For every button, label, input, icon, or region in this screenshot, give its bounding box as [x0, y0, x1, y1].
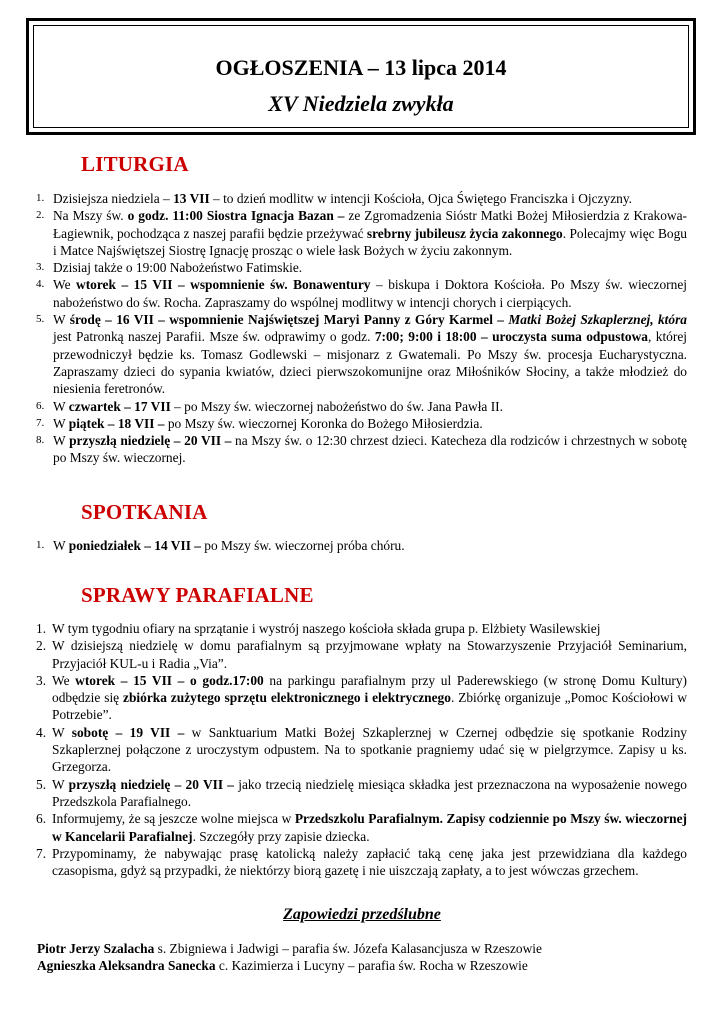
- list-item: 2. Na Mszy św. o godz. 11:00 Siostra Ignacja Bazan – ze Zgromadzenia Sióstr Matki Bożej Miłosierdzia z Krakowa-Łagiewnik, pochodząca z naszej parafii będzie przeżywać srebrny jubileusz życia zakonnego. Polecajmy więc Bogu i Matce Najświętszej Siostrę Ignację prosząc o wiele łask Bożych w życiu zakonnym.: [36, 208, 687, 258]
- item-number: 1.: [36, 192, 45, 204]
- person-details: c. Kazimierza i Lucyny – parafia św. Rocha w Rzeszowie: [215, 958, 528, 973]
- item-number: 2.: [36, 638, 47, 654]
- sprawy-list: [36, 620, 687, 879]
- list-item: 1. Dzisiejsza niedziela – 13 VII – to dzień modlitw w intencji Kościoła, Ojca Świętego Franciszka i Ojczyzny.: [36, 191, 633, 206]
- header-frame: [26, 18, 696, 135]
- zapowiedzi-entry: [37, 957, 697, 974]
- list-item: 6. W czwartek – 17 VII – po Mszy św. wieczornej nabożeństwo do św. Jana Pawła II.: [36, 398, 503, 414]
- spotkania-heading: SPOTKANIA: [81, 500, 208, 524]
- page-subtitle: XV Niedziela zwykła: [268, 91, 454, 116]
- item-number: 4.: [36, 724, 47, 740]
- list-item: 4. W sobotę – 19 VII – w Sanktuarium Matki Bożej Szkaplerznej w Czernej odbędzie się spotkanie Rodziny Szkaplerznej połączone z uroczystym odpustem. Na to spotkanie pragniemy udać się w pielgrzymce. Zapisy u ks. Grzegorza.: [36, 724, 687, 775]
- page-title: OGŁOSZENIA – 13 lipca 2014: [215, 55, 507, 80]
- item-number: 1.: [36, 621, 47, 636]
- list-item: 8. W przyszłą niedzielę – 20 VII – na Mszy św. o 12:30 chrzest dzieci. Katecheza dla rodziców i chrzestnych w sobotę po Mszy św. wieczornej.: [36, 433, 687, 466]
- item-number: 6.: [36, 811, 47, 827]
- item-number: 5.: [36, 313, 45, 326]
- zapowiedzi-entry: [37, 940, 697, 957]
- list-item: 3. Dzisiaj także o 19:00 Nabożeństwo Fatimskie.: [36, 260, 303, 276]
- item-number: 6.: [36, 399, 45, 412]
- list-item: 5. W przyszłą niedzielę – 20 VII – jako trzecią niedzielę miesiąca składka jest przeznaczona na wyposażenie nowego Przedszkola Parafialnego.: [36, 776, 687, 809]
- item-number: 7.: [36, 845, 47, 861]
- item-number: 5.: [36, 776, 47, 792]
- spotkania-list: [36, 537, 687, 554]
- liturgia-heading: LITURGIA: [81, 152, 189, 176]
- person-name: Piotr Jerzy Szalacha: [37, 941, 155, 956]
- liturgia-list: [36, 190, 687, 467]
- zapowiedzi-heading: Zapowiedzi przedślubne: [283, 906, 441, 923]
- list-item: 5. W środę – 16 VII – wspomnienie Najświętszej Maryi Panny z Góry Karmel – Matki Bożej Szkaplerznej, która jest Patronką naszej Parafii. Msze św. odprawimy o godz. 7:00; 9:00 i 18:00 – uroczysta suma odpustowa, której przewodniczył będzie ks. Tomasz Godlewski – misjonarz z Gwatemali. Po Mszy św. procesja Eucharystyczna. Zapraszamy dzieci do sypania kwiatów, dzieci pierwszokomunijne oraz Miłośników Słociny, a także młodzież do niesienia feretronów.: [36, 312, 688, 397]
- item-number: 8.: [36, 434, 45, 447]
- list-item: 1. W tym tygodniu ofiary na sprzątanie i wystrój naszego kościoła składa grupa p. Elżbiety Wasilewskiej: [36, 621, 601, 636]
- list-item: 4. We wtorek – 15 VII – wspomnienie św. Bonawentury – biskupa i Doktora Kościoła. Po Mszy św. wieczornej nabożeństwo do św. Rocha. Zapraszamy do wspólnej modlitwy w intencji chorych i cierpiących.: [36, 277, 688, 310]
- item-number: 7.: [36, 416, 45, 429]
- list-item: 2. W dzisiejszą niedzielę w domu parafialnym są przyjmowane wpłaty na Stowarzyszenie Przyjaciół Seminarium, Przyjaciół KUL-u i Radia „Via”.: [36, 638, 687, 671]
- item-number: 3.: [36, 261, 45, 274]
- list-item: 3. We wtorek – 15 VII – o godz.17:00 na parkingu parafialnym przy ul Paderewskiego (w stronę Domu Kultury) odbędzie się zbiórka zużytego sprzętu elektronicznego i elektrycznego. Zbiórkę organizuje „Pomoc Kościołowi w Potrzebie”.: [36, 672, 688, 723]
- item-number: 1.: [36, 539, 45, 551]
- item-number: 3.: [36, 672, 47, 688]
- list-item: 1. W poniedziałek – 14 VII – po Mszy św. wieczornej próba chóru.: [36, 538, 405, 553]
- list-item: 7. W piątek – 18 VII – po Mszy św. wieczornej Koronka do Bożego Miłosierdzia.: [36, 415, 483, 431]
- person-name: Agnieszka Aleksandra Sanecka: [37, 958, 216, 973]
- list-item: 6. Informujemy, że są jeszcze wolne miejsca w Przedszkolu Parafialnym. Zapisy codziennie po Mszy św. wieczornej w Kancelarii Parafialnej. Szczegóły przy zapisie dziecka.: [36, 811, 687, 844]
- sprawy-heading: SPRAWY PARAFIALNE: [81, 583, 314, 607]
- item-number: 4.: [36, 278, 45, 291]
- list-item: 7. Przypominamy, że nabywając prasę katolicką należy zapłacić taką cenę jaka jest przewidziana dla każdego czasopisma, gdyż są przypadki, że niektórzy biorą gazetę i nie uiszczają zapłaty, a to jest wówczas grzechem.: [36, 845, 687, 879]
- item-number: 2.: [36, 209, 45, 222]
- person-details: s. Zbigniewa i Jadwigi – parafia św. Józefa Kalasancjusza w Rzeszowie: [154, 941, 542, 956]
